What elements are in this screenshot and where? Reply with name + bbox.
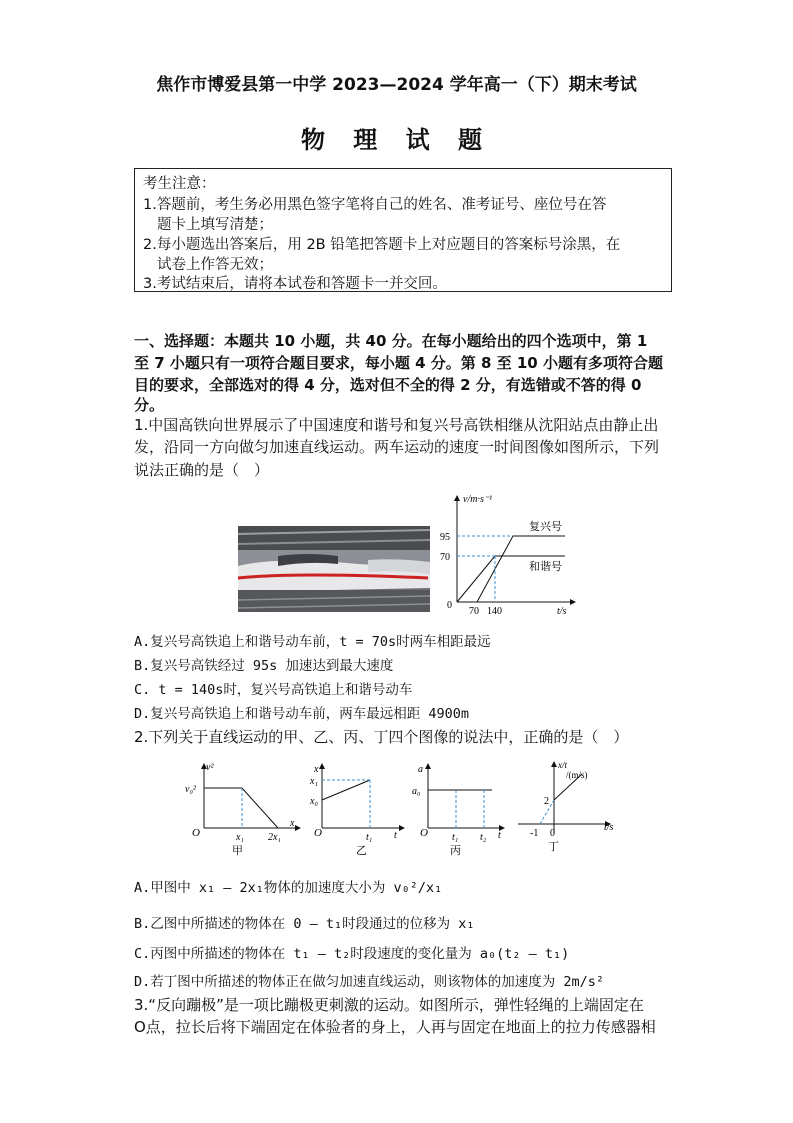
- notice-heading: 考生注意：: [143, 176, 216, 192]
- train-photo: [238, 526, 430, 612]
- q2-bing-t1: t₁: [452, 832, 459, 843]
- q2-ding-xm1: -1: [530, 828, 539, 839]
- q2-ding-yunit: /(m/s): [566, 770, 588, 780]
- q2-bing-ylabel: a: [418, 764, 423, 775]
- q1-vt-graph: [435, 490, 585, 618]
- notice-line-3: 2.每小题选出答案后，用 2B 铅笔把答题卡上对应题目的答案标号涂黑，在: [143, 237, 621, 253]
- q2-yi-ylabel: x: [314, 764, 319, 775]
- q1-xtick-140: 140: [487, 606, 502, 617]
- q2-yi-caption: 乙: [356, 845, 367, 857]
- q2-jia-2x1: 2x₁: [268, 832, 281, 843]
- section-heading-line-4: 分。: [134, 396, 165, 414]
- q2-ding-caption: 丁: [548, 841, 559, 853]
- q1-stem-line-2: 发，沿同一方向做匀加速直线运动。两车运动的速度一时间图像如图所示，下列: [134, 438, 660, 456]
- q2-graph-bing: [412, 764, 504, 857]
- q1-ylabel: v/m·s⁻¹: [463, 494, 493, 505]
- notice-line-5: 3.考试结束后，请将本试卷和答题卡一并交回。: [143, 276, 447, 292]
- q2-jia-origin: O: [192, 827, 200, 839]
- q2-yi-origin: O: [314, 827, 322, 839]
- q1-stem-line-3: 说法正确的是（ ）: [134, 461, 270, 479]
- q1-option-b: B.复兴号高铁经过 95s 加速达到最大速度: [134, 658, 394, 674]
- q2-ding-xlabel: t/s: [604, 822, 614, 833]
- q2-bing-origin: O: [420, 827, 428, 839]
- q1-origin: 0: [447, 600, 452, 611]
- q2-ding-ylabel: x/t: [558, 760, 567, 770]
- q1-xtick-70: 70: [469, 606, 479, 617]
- q2-jia-y0: v₀²: [185, 784, 196, 795]
- q2-ding-y2: 2: [544, 796, 549, 807]
- q3-stem-line-1: 3.“反向蹦极”是一项比蹦极更刺激的运动。如图所示，弹性轻绳的上端固定在: [134, 996, 644, 1014]
- q2-graph-ding: [518, 760, 614, 853]
- q2-bing-a0: a₀: [412, 786, 421, 797]
- q2-yi-x1: x₁: [310, 776, 318, 787]
- q2-yi-xlabel: t: [394, 830, 397, 841]
- notice-box: [134, 168, 672, 292]
- q2-graphs: [180, 758, 650, 858]
- q2-ding-x0: 0: [550, 828, 555, 839]
- q2-option-b: B.乙图中所描述的物体在 0 – t₁时段通过的位移为 x₁: [134, 916, 475, 932]
- q2-option-c: C.丙图中所描述的物体在 t₁ – t₂时段速度的变化量为 a₀(t₂ – t₁): [134, 946, 570, 962]
- notice-line-4: 试卷上作答无效；: [157, 257, 273, 273]
- q1-ytick-70: 70: [440, 552, 450, 563]
- q1-option-a: A.复兴号高铁追上和谐号动车前，t = 70s时两车相距最远: [134, 634, 491, 650]
- q2-jia-xlabel: x: [290, 818, 295, 829]
- q2-stem: 2.下列关于直线运动的甲、乙、丙、丁四个图像的说法中，正确的是（ ）: [134, 728, 629, 746]
- q2-bing-t2: t₂: [480, 832, 487, 843]
- q2-yi-t1: t₁: [366, 832, 373, 843]
- exam-title: 焦作市博爱县第一中学 2023—2024 学年高一（下）期末考试: [156, 75, 637, 95]
- notice-line-1: 1.答题前，考生务必用黑色签字笔将自己的姓名、准考证号、座位号在答: [143, 197, 607, 213]
- q1-series-fuxing: 复兴号: [529, 521, 562, 533]
- section-heading-line-1: 一、选择题：本题共 10 小题，共 40 分。在每小题给出的四个选项中，第 1: [134, 332, 648, 350]
- q2-bing-caption: 丙: [450, 845, 461, 857]
- q2-option-d: D.若丁图中所描述的物体正在做匀加速直线运动，则该物体的加速度为 2m/s²: [134, 974, 605, 990]
- q2-jia-ylabel: v²: [206, 762, 214, 773]
- q1-ytick-95: 95: [440, 532, 450, 543]
- q2-jia-x1: x₁: [236, 832, 244, 843]
- q2-option-a: A.甲图中 x₁ – 2x₁物体的加速度大小为 v₀²/x₁: [134, 880, 443, 896]
- notice-line-2: 题卡上填写清楚；: [157, 217, 273, 233]
- q1-xlabel: t/s: [557, 606, 567, 617]
- exam-subject-title: 物 理 试 题: [300, 126, 493, 154]
- q2-graph-yi: [309, 764, 404, 857]
- q2-bing-xlabel: t: [498, 830, 501, 841]
- q2-jia-caption: 甲: [232, 845, 243, 857]
- q1-option-d: D.复兴号高铁追上和谐号动车前，两车最远相距 4900m: [134, 706, 470, 722]
- q1-series-hexie: 和谐号: [529, 561, 562, 573]
- q3-stem-line-2: O点，拉长后将下端固定在体验者的身上，人再与固定在地面上的拉力传感器相: [134, 1018, 656, 1036]
- q1-option-c: C. t = 140s时，复兴号高铁追上和谐号动车: [134, 682, 413, 698]
- q2-graph-jia: [185, 762, 300, 857]
- q2-yi-x0: x₀: [310, 796, 318, 807]
- section-heading-line-2: 至 7 小题只有一项符合题目要求，每小题 4 分。第 8 至 10 小题有多项符合题: [134, 354, 663, 372]
- section-heading-line-3: 目的要求，全部选对的得 4 分，选对但不全的得 2 分，有选错或不答的得 0: [134, 376, 642, 394]
- q1-stem-line-1: 1.中国高铁向世界展示了中国速度和谐号和复兴号高铁相继从沈阳站点由静止出: [134, 416, 659, 434]
